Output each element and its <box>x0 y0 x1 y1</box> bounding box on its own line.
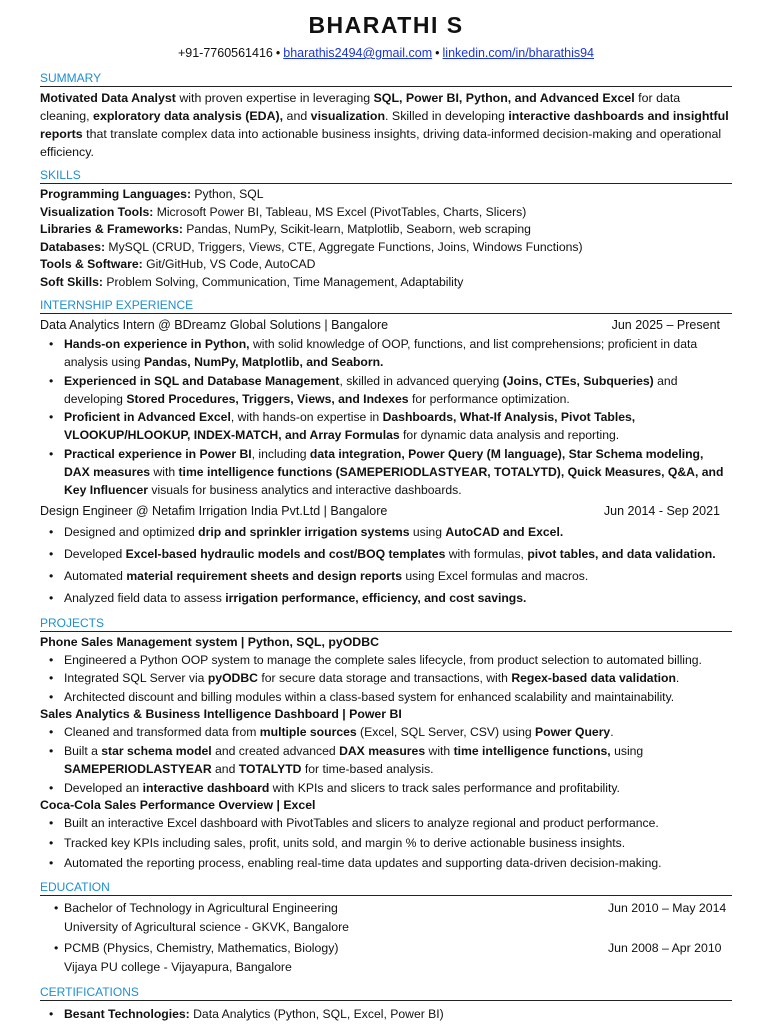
skill-line <box>40 256 732 274</box>
degree-name: • Bachelor of Technology in Agricultural Engineering <box>64 901 338 916</box>
summary-heading: SUMMARY <box>40 68 732 87</box>
job-bullet <box>64 335 732 372</box>
education-school <box>40 918 732 937</box>
bullet-text: and created advanced <box>211 743 340 758</box>
bullet-text: with solid knowledge of OOP, functions, and list comprehensions; proficient in data analysis using <box>64 337 698 370</box>
project-bullets <box>40 651 732 707</box>
bullet-text: using <box>409 524 446 539</box>
job-bullet <box>64 445 732 500</box>
bullet-text: TOTALYTD <box>238 762 302 777</box>
bullet-text: drip and sprinkler irrigation systems <box>198 524 410 539</box>
skill-line <box>40 204 732 222</box>
project-bullet: • Automated the reporting process, enabling real-time data updates and supporting data-driven decision-making. <box>64 853 732 873</box>
bullet-text: and developing <box>64 373 678 406</box>
bullet-text: time intelligence functions, <box>453 743 611 758</box>
bullet-separator: • <box>435 46 440 60</box>
summary-text: that translate complex data into actionable business insights, driving data-informed decision-making and operational efficiency. <box>40 127 722 159</box>
candidate-name: BHARATHI S <box>308 12 464 38</box>
education-entry <box>40 939 732 958</box>
bullet-text: Proficient in Advanced Excel <box>64 410 231 425</box>
bullet-text: . <box>610 725 614 740</box>
education-entry <box>40 899 732 918</box>
bullet-text: AutoCAD and Excel. <box>445 524 564 539</box>
project-title: Sales Analytics & Business Intelligence Dashboard | Power BI <box>40 707 402 722</box>
project-bullet <box>64 779 732 798</box>
bullet-text: , skilled in advanced querying <box>339 373 503 388</box>
cert-detail: Data Analytics (Python, SQL, Excel, Power BI) <box>189 1007 444 1022</box>
job-bullet <box>64 565 732 587</box>
education-heading: EDUCATION <box>40 877 732 896</box>
education-school <box>40 958 732 977</box>
skill-line <box>40 221 732 239</box>
bullet-text: Stored Procedures, Triggers, Views, and Indexes <box>126 391 409 406</box>
job-bullet <box>64 587 732 609</box>
job-title: Data Analytics Intern @ BDreamz Global Solutions | Bangalore <box>40 318 389 332</box>
certification-item <box>64 1005 732 1023</box>
certification-list <box>40 1005 732 1023</box>
project-bullet <box>64 742 732 779</box>
bullet-text: Automated <box>64 568 127 583</box>
summary-paragraph <box>40 89 732 161</box>
cert-provider: Besant Technologies: <box>64 1007 190 1022</box>
bullet-text: Power Query <box>535 725 611 740</box>
bullet-text: Analyzed field data to assess <box>64 590 226 605</box>
bullet-text: . <box>675 671 680 686</box>
summary-text: with proven expertise in leveraging <box>175 91 374 105</box>
skill-label: Databases: <box>40 239 106 254</box>
project-bullet: • Engineered a Python OOP system to manage the complete sales lifecycle, from product selection to automated billing. <box>64 651 732 670</box>
bullet-text: time intelligence functions (SAMEPERIODLASTYEAR, TOTALYTD), Quick Measures, Q&A, and Key Influencer <box>64 465 724 498</box>
bullet-text: star schema model <box>101 743 212 758</box>
summary-text: exploratory data analysis (EDA), <box>93 109 284 123</box>
skill-value: MySQL (CRUD, Triggers, Views, CTE, Aggregate Functions, Joins, Windows Functions) <box>105 239 583 254</box>
email-link[interactable]: bharathis2494@gmail.com <box>283 46 433 60</box>
bullet-text: (Excel, SQL Server, CSV) using <box>356 725 536 740</box>
bullet-text: Experienced in SQL and Database Management <box>64 373 340 388</box>
contact-line <box>40 42 732 64</box>
bullet-text: with <box>425 743 454 758</box>
skill-label: Visualization Tools: <box>40 204 154 219</box>
bullet-text: , with hands-on expertise in <box>230 410 383 425</box>
projects-heading: PROJECTS <box>40 613 732 632</box>
summary-text: . Skilled in developing <box>385 109 509 123</box>
bullet-text: for dynamic data analysis and reporting. <box>399 428 620 443</box>
bullet-text: Developed <box>64 546 126 561</box>
bullet-text: Excel-based hydraulic models and cost/BOQ templates <box>125 546 446 561</box>
job-dates: Jun 2025 – Present <box>611 318 720 332</box>
bullet-text: Regex-based data validation <box>511 671 676 686</box>
degree-name: • PCMB (Physics, Chemistry, Mathematics, Biology) <box>64 941 339 956</box>
job-dates: Jun 2014 - Sep 2021 <box>603 503 720 518</box>
bullet-text: for time-based analysis. <box>301 762 434 777</box>
bullet-text: (Joins, CTEs, Subqueries) <box>502 373 654 388</box>
summary-text: interactive dashboards and insightful reports <box>40 109 729 141</box>
skill-value: Python, SQL <box>191 187 264 201</box>
project-bullet: • Tracked key KPIs including sales, profit, units sold, and margin % to derive actionable business insights. <box>64 833 732 853</box>
bullet-text: DAX measures <box>339 743 426 758</box>
bullet-text: Built a <box>64 743 102 758</box>
skill-value: Pandas, NumPy, Scikit-learn, Matplotlib, Seaborn, web scraping <box>182 222 531 236</box>
skill-value: Git/GitHub, VS Code, AutoCAD <box>142 257 316 271</box>
summary-text: SQL, Power BI, Python, and Advanced Excel <box>373 91 635 105</box>
job-bullet <box>64 543 732 565</box>
skill-value: Problem Solving, Communication, Time Management, Adaptability <box>102 274 464 289</box>
job-bullets <box>40 521 732 609</box>
job-heading <box>40 502 732 521</box>
skills-heading: SKILLS <box>40 165 732 184</box>
job-bullet <box>64 372 732 409</box>
bullet-text: Practical experience in Power BI <box>64 446 252 461</box>
skill-label: Programming Languages: <box>40 187 192 201</box>
bullet-text: using <box>610 743 644 758</box>
bullet-text: using Excel formulas and macros. <box>402 568 589 583</box>
certifications-heading: CERTIFICATIONS <box>40 982 732 1001</box>
project-title: Phone Sales Management system | Python, SQL, pyODBC <box>40 634 379 649</box>
bullet-text: material requirement sheets and design reports <box>126 568 403 583</box>
bullet-text: for secure data storage and transactions, with <box>257 671 512 686</box>
bullet-text: data integration, Power Query (M language), Star Schema modeling, DAX measures <box>64 446 704 480</box>
project-bullets <box>40 813 732 873</box>
bullet-text: for performance optimization. <box>408 391 570 406</box>
bullet-text: Cleaned and transformed data from <box>64 725 260 740</box>
job-heading <box>40 316 732 335</box>
job-bullet <box>64 521 732 543</box>
skill-label: Soft Skills: <box>40 274 103 289</box>
skill-label: Libraries & Frameworks: <box>40 222 183 236</box>
school-name: University of Agricultural science - GKVK, Bangalore <box>64 920 350 935</box>
internship-heading: INTERNSHIP EXPERIENCE <box>40 295 732 314</box>
bullet-text: Hands-on experience in Python, <box>64 337 250 351</box>
bullet-text: Developed an <box>64 780 143 795</box>
bullet-text: and <box>211 762 239 777</box>
bullet-text: irrigation performance, efficiency, and cost savings. <box>225 590 527 605</box>
bullet-text: Dashboards, What-If Analysis, Pivot Tables, VLOOKUP/HLOOKUP, INDEX-MATCH, and Array Formulas <box>64 410 636 443</box>
bullet-text: with KPIs and slicers to track sales performance and profitability. <box>269 780 620 795</box>
job-title: Design Engineer @ Netafim Irrigation India Pvt.Ltd | Bangalore <box>40 503 388 518</box>
bullet-text: Pandas, NumPy, Matplotlib, and Seaborn. <box>143 355 384 370</box>
bullet-text: with formulas, <box>445 546 528 561</box>
bullet-text: SAMEPERIODLASTYEAR <box>64 762 212 777</box>
bullet-text: visuals for business analytics and interactive dashboards. <box>148 483 462 498</box>
job-bullets <box>40 335 732 500</box>
bullet-text: pivot tables, and data validation. <box>527 546 716 561</box>
project-bullets <box>40 723 732 797</box>
project-bullet <box>64 669 732 688</box>
summary-text: and <box>283 109 311 123</box>
bullet-text: Integrated SQL Server via <box>64 671 208 686</box>
job-bullet <box>64 408 732 445</box>
project-bullet <box>64 723 732 742</box>
bullet-text: pyODBC <box>207 671 258 686</box>
bullet-separator: • <box>275 46 281 60</box>
skill-label: Tools & Software: <box>40 257 143 271</box>
project-bullet: • Built an interactive Excel dashboard with PivotTables and slicers to analyze regional and product performance. <box>64 813 732 833</box>
education-dates: Jun 2010 – May 2014 <box>608 901 727 916</box>
summary-text: Motivated Data Analyst <box>40 91 176 105</box>
bullet-text: multiple sources <box>259 725 357 740</box>
bullet-text: with <box>150 465 179 480</box>
project-bullet: • Architected discount and billing modules within a class-based system for enhanced scalability and maintainability. <box>64 688 732 707</box>
skills-list <box>40 186 732 291</box>
skill-value: Microsoft Power BI, Tableau, MS Excel (PivotTables, Charts, Slicers) <box>153 204 527 219</box>
bullet-text: interactive dashboard <box>142 780 270 795</box>
education-dates: Jun 2008 – Apr 2010 <box>608 941 722 956</box>
summary-text: for data cleaning, <box>40 91 681 123</box>
phone-number: +91-7760561416 <box>177 46 273 60</box>
project-title: Coca-Cola Sales Performance Overview | Excel <box>40 798 316 813</box>
skill-line <box>40 274 732 292</box>
summary-text: visualization <box>310 109 386 123</box>
school-name: Vijaya PU college - Vijayapura, Bangalore <box>64 960 292 975</box>
skill-line <box>40 186 732 204</box>
skill-line <box>40 239 732 257</box>
bullet-text: Designed and optimized <box>64 524 199 539</box>
bullet-text: , including <box>251 446 310 461</box>
linkedin-link[interactable]: linkedin.com/in/bharathis94 <box>442 46 595 60</box>
